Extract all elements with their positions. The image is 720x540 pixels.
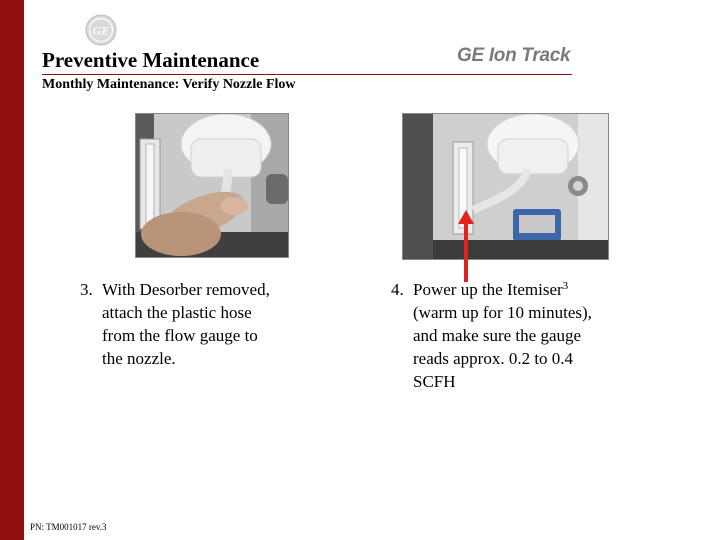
step-line: the nozzle. bbox=[102, 349, 176, 368]
step-text bbox=[413, 278, 592, 393]
superscript: 3 bbox=[562, 280, 569, 292]
part-number: PN: TM001017 rev.3 bbox=[30, 522, 107, 532]
step-line: With Desorber removed, bbox=[102, 280, 270, 299]
step-line: from the flow gauge to bbox=[102, 326, 258, 345]
left-accent-bar bbox=[0, 0, 24, 540]
page-subtitle: Monthly Maintenance: Verify Nozzle Flow bbox=[42, 77, 296, 92]
step-line bbox=[413, 278, 592, 301]
svg-text:GE: GE bbox=[92, 23, 110, 38]
step-line: reads approx. 0.2 to 0.4 bbox=[413, 349, 574, 368]
step-line: SCFH bbox=[413, 372, 456, 391]
step-line: and make sure the gauge bbox=[413, 326, 582, 345]
header-divider bbox=[42, 74, 572, 75]
step-line-main: Power up the Itemiser bbox=[413, 280, 563, 299]
step-line: attach the plastic hose bbox=[102, 303, 252, 322]
photo-flow-gauge bbox=[402, 113, 609, 260]
page-title: Preventive Maintenance bbox=[42, 48, 260, 72]
brand-name: GE Ion Track bbox=[457, 45, 571, 66]
step-line: (warm up for 10 minutes), bbox=[413, 303, 592, 322]
pointer-arrow-icon bbox=[458, 210, 474, 282]
ge-logo-icon bbox=[85, 14, 117, 46]
step-text bbox=[102, 278, 270, 370]
step-number: 4. bbox=[391, 280, 404, 299]
photo-attach-hose bbox=[135, 113, 289, 258]
step-number: 3. bbox=[80, 280, 93, 299]
